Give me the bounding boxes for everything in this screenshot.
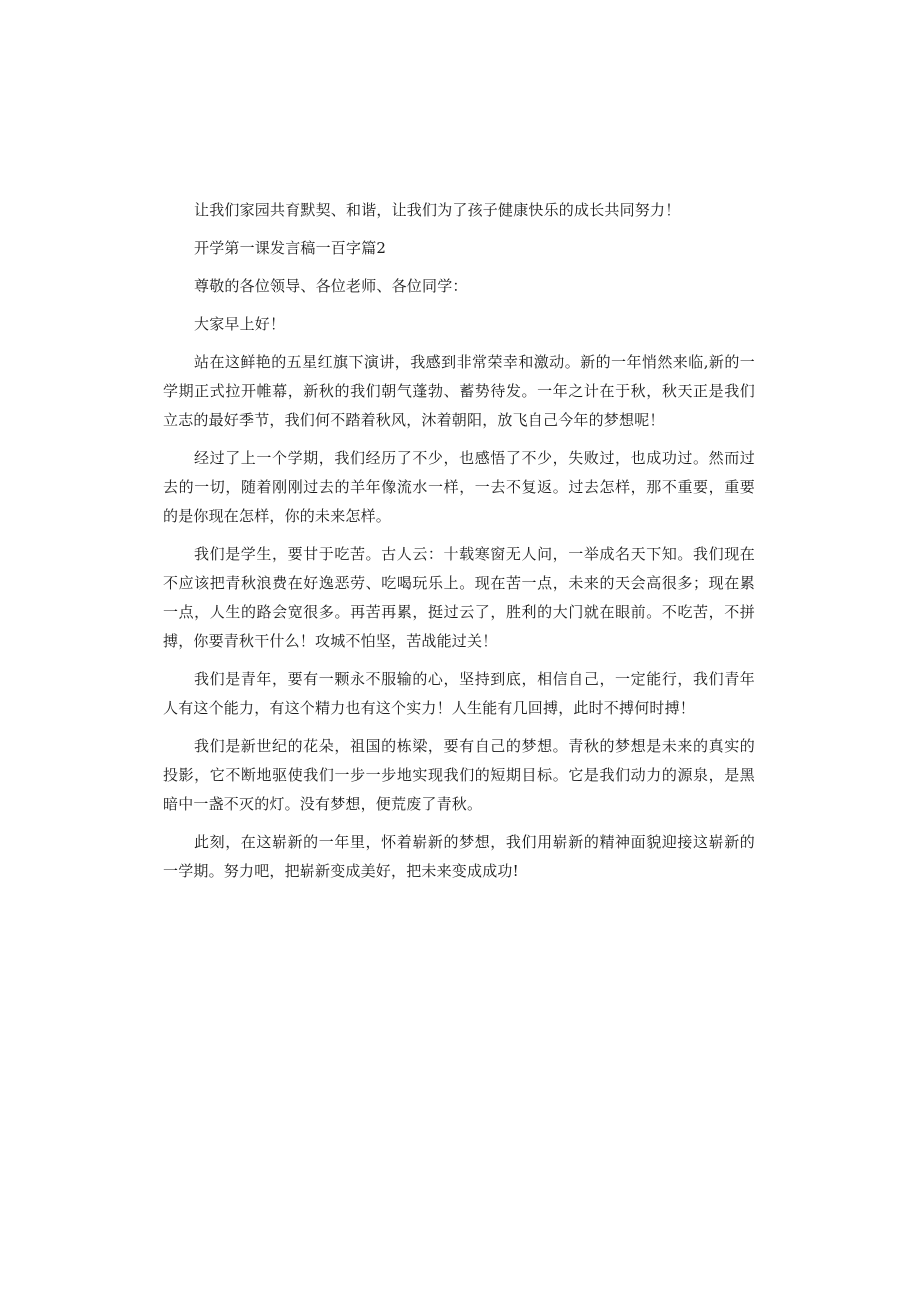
paragraph-2: 经过了上一个学期，我们经历了不少，也感悟了不少，失败过，也成功过。然而过去的一切，随着刚刚过去的羊年像流水一样，一去不复返。过去怎样，那不重要，重要的是你现在怎样，你的未来怎样。 <box>163 449 755 525</box>
paragraph-1: 站在这鲜艳的五星红旗下演讲，我感到非常荣幸和激动。新的一年悄然来临,新的一学期正式拉开帷幕，新秋的我们朝气蓬勃、蓄势待发。一年之计在于秋，秋天正是我们立志的最好季节，我们何不踏着秋风，沐着朝阳，放飞自己今年的梦想呢！ <box>163 353 755 429</box>
paragraph-5: 我们是新世纪的花朵，祖国的栋梁，要有自己的梦想。青秋的梦想是未来的真实的投影，它不断地驱使我们一步一步地实现我们的短期目标。它是我们动力的源泉，是黑暗中一盏不灭的灯。没有梦想，便荒废了青秋。 <box>163 737 755 813</box>
paragraph-4: 我们是青年，要有一颗永不服输的心，坚持到底，相信自己，一定能行，我们青年人有这个能力，有这个精力也有这个实力！人生能有几回搏，此时不搏何时搏！ <box>163 670 755 717</box>
document-body <box>163 196 755 895</box>
section-heading: 开学第一课发言稿一百字篇2 <box>194 239 387 257</box>
paragraph-closing-line: 让我们家园共育默契、和谐，让我们为了孩子健康快乐的成长共同努力！ <box>194 201 681 219</box>
paragraph-3: 我们是学生，要甘于吃苦。古人云：十载寒窗无人问，一举成名天下知。我们现在不应该把青秋浪费在好逸恶劳、吃喝玩乐上。现在苦一点，未来的天会高很多；现在累一点，人生的路会宽很多。再苦再累，挺过云了，胜利的大门就在眼前。不吃苦，不拼搏，你要青秋干什么！攻城不怕坚，苦战能过关！ <box>163 545 755 650</box>
paragraph-6: 此刻，在这崭新的一年里，怀着崭新的梦想，我们用崭新的精神面貌迎接这崭新的一学期。努力吧，把崭新变成美好，把未来变成成功! <box>163 833 755 880</box>
greeting: 大家早上好！ <box>194 315 286 333</box>
salutation: 尊敬的各位领导、各位老师、各位同学： <box>194 277 468 295</box>
